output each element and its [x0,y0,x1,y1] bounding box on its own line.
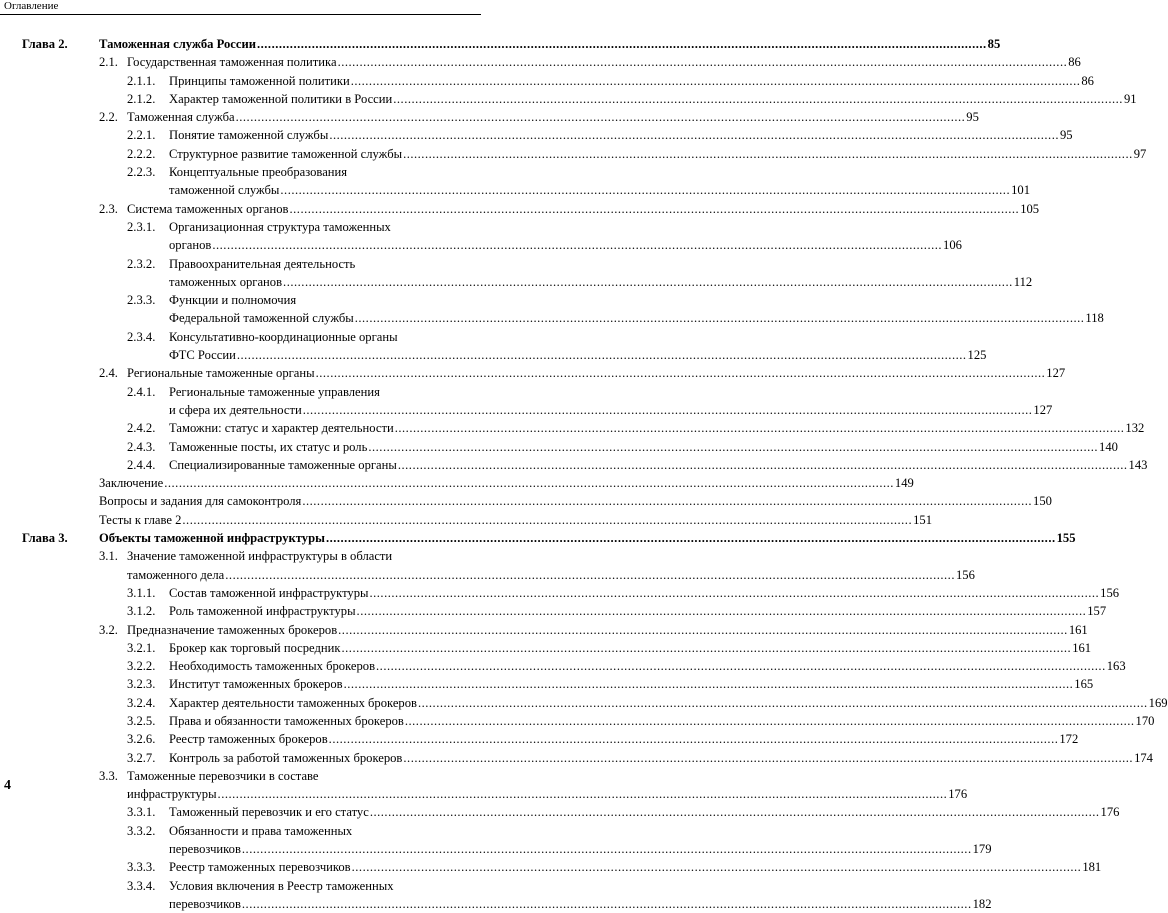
toc-entry-number: Глава 3. [22,531,68,546]
toc-leader-dots: ........................................................................................................................................................................................................ [404,713,1135,728]
toc-page-number: 85 [987,37,1001,51]
toc-entry-title: Структурное развитие таможенной службы [169,146,403,161]
toc-leader-dots: ........................................................................................................................................................................................................ [225,567,955,582]
toc-leader-dots: ........................................................................................................................................................................................................ [397,457,1128,472]
toc-page-number: 112 [1013,274,1033,289]
toc-entry-title: Таможенная служба России [99,37,256,51]
toc-leader-dots: ........................................................................................................................................................................................................ [212,238,943,253]
toc-page-number: 127 [1033,402,1053,417]
toc-entry [0,639,1092,657]
toc-entry-number: 3.2. [99,622,118,637]
toc-leader-dots: ........................................................................................................................................................................................................ [182,512,913,527]
toc-leader-dots: ........................................................................................................................................................................................................ [289,201,1020,216]
toc-entry-title: Реестр таможенных перевозчиков [169,860,351,875]
toc-entry-title: Правоохранительная деятельность [169,256,356,271]
toc-entry-number: 3.1.2. [127,604,156,619]
toc-page-number: 170 [1135,713,1155,728]
toc-page-number: 143 [1128,457,1148,472]
toc-leader-dots: ........................................................................................................................................................................................................ [354,311,1085,326]
toc-entry [0,364,1066,382]
toc-entry [0,694,1168,712]
toc-entry-number: 3.3.2. [127,823,156,838]
header-rule [0,14,481,15]
toc-entry-number: 2.2.2. [127,146,156,161]
toc-leader-dots: ........................................................................................................................................................................................................ [235,110,966,125]
toc-entry [0,602,1107,620]
toc-entry-title: Брокер как торговый посредник [169,640,341,655]
toc-entry [0,328,987,365]
toc-leader-dots: ........................................................................................................................................................................................................ [217,787,948,802]
toc-leader-dots: ........................................................................................................................................................................................................ [394,421,1125,436]
toc-entry-title: инфраструктуры [127,787,217,802]
toc-entry-number: 3.1.1. [127,585,156,600]
toc-leader-dots: ........................................................................................................................................................................................................ [302,402,1033,417]
toc-entry-title: Условия включения в Реестр таможенных [169,878,394,893]
toc-entry [0,547,975,584]
toc-entry [0,822,992,859]
toc-leader-dots: ........................................................................................................................................................................................................ [337,55,1068,70]
toc-leader-dots: ........................................................................................................................................................................................................ [256,37,987,51]
toc-page-number: 151 [913,512,932,527]
toc-page-number: 181 [1082,860,1102,875]
toc-entry-title: Обязанности и права таможенных [169,823,353,838]
toc-leader-dots: ........................................................................................................................................................................................................ [403,146,1133,161]
toc-entry-title: Организационная структура таможенных [169,219,391,234]
toc-entry-title: таможенной службы [169,183,280,198]
toc-entry-number: 3.3.1. [127,805,156,820]
toc-entry-number: 3.2.1. [127,640,156,655]
toc-entry-number: 2.3. [99,201,118,216]
toc-page-number: 150 [1033,494,1052,509]
toc-entry [0,474,914,492]
toc-entry [0,126,1073,144]
toc-page-number: 161 [1068,622,1088,637]
toc-entry [0,511,932,529]
toc-entry-number: 2.1.2. [127,91,156,106]
toc-leader-dots: ........................................................................................................................................................................................................ [417,695,1148,710]
toc-entry-number: 2.2. [99,110,118,125]
toc-leader-dots: ........................................................................................................................................................................................................ [241,842,972,857]
toc-entry-title: органов [169,238,212,253]
toc-entry-title: Значение таможенной инфраструктуры в области [127,549,393,564]
toc-entry [0,456,1148,474]
toc-page-number: 165 [1074,677,1094,692]
toc-page-number: 179 [972,842,992,857]
toc-entry [0,712,1155,730]
toc-leader-dots: ........................................................................................................................................................................................................ [283,274,1013,289]
toc-page-number: 132 [1125,421,1145,436]
toc-page-number: 95 [1060,128,1073,143]
toc-entry-number: 3.2.7. [127,750,156,765]
toc-entry [0,145,1147,163]
toc-leader-dots: ........................................................................................................................................................................................................ [236,348,967,363]
toc-entry [0,492,1052,510]
toc-entry [0,675,1094,693]
toc-leader-dots: ........................................................................................................................................................................................................ [356,604,1087,619]
toc-entry [0,767,968,804]
toc-entry-title: Заключение [99,476,164,491]
toc-entry [0,657,1126,675]
toc-entry-title: Региональные таможенные управления [169,384,380,399]
toc-entry-title: Система таможенных органов [127,201,289,216]
toc-entry-number: 2.4.4. [127,457,156,472]
toc-entry [0,163,1030,200]
table-of-contents [0,35,1168,913]
toc-entry-number: 2.2.3. [127,165,156,180]
toc-entry-title: Права и обязанности таможенных брокеров [169,713,404,728]
toc-entry [0,730,1079,748]
toc-page-number: 155 [1056,531,1076,546]
toc-entry-number: 2.4. [99,366,118,381]
toc-leader-dots: ........................................................................................................................................................................................................ [280,183,1011,198]
toc-leader-dots: ........................................................................................................................................................................................................ [338,622,1068,637]
toc-entry [0,621,1088,639]
toc-page-number: 127 [1046,366,1066,381]
toc-entry-title: Государственная таможенная политика [127,55,337,70]
toc-entry-number: 2.4.1. [127,384,156,399]
toc-page-number: 125 [967,348,987,363]
toc-page-number: 161 [1072,640,1092,655]
toc-page-number: 106 [943,238,962,253]
toc-page-number: 86 [1081,73,1094,88]
toc-entry-number: 2.1.1. [127,73,156,88]
toc-entry-title: перевозчиков [169,842,241,857]
toc-entry-title: Роль таможенной инфраструктуры [169,604,356,619]
toc-entry [0,108,979,126]
toc-entry-number: 2.3.2. [127,256,156,271]
toc-entry-title: и сфера их деятельности [169,402,302,417]
toc-entry-number: 2.4.3. [127,439,156,454]
toc-leader-dots: ........................................................................................................................................................................................................ [350,73,1081,88]
toc-page-number: 86 [1068,55,1081,70]
toc-entry-title: Таможенный перевозчик и его статус [169,805,369,820]
toc-entry-number: 3.3. [99,768,118,783]
toc-entry [0,584,1120,602]
toc-page-number: 157 [1087,604,1107,619]
toc-entry-number: 3.2.5. [127,713,156,728]
toc-leader-dots: ........................................................................................................................................................................................................ [164,476,894,491]
toc-page-number: 174 [1134,750,1153,765]
toc-entry [0,218,962,255]
toc-entry [0,419,1145,437]
toc-entry-title: Таможни: статус и характер деятельности [169,421,394,436]
page-number: 4 [4,778,11,793]
toc-entry-number: 2.3.4. [127,329,156,344]
toc-entry-title: Понятие таможенной службы [169,128,329,143]
toc-entry-number: 2.3.3. [127,293,156,308]
toc-page-number: 182 [972,896,992,911]
toc-entry-number: 3.1. [99,549,118,564]
running-title: Оглавление [4,0,59,12]
toc-page-number: 172 [1059,732,1079,747]
toc-entry-title: Таможенные перевозчики в составе [127,768,319,783]
toc-entry-number: 2.4.2. [127,421,156,436]
toc-entry-title: Таможенная служба [127,110,235,125]
toc-leader-dots: ........................................................................................................................................................................................................ [393,91,1123,106]
toc-page-number: 163 [1106,659,1126,674]
toc-leader-dots: ........................................................................................................................................................................................................ [369,805,1100,820]
toc-entry-title: перевозчиков [169,896,241,911]
toc-page-number: 91 [1123,91,1137,106]
toc-entry-title: Тесты к главе 2 [99,512,182,527]
toc-leader-dots: ........................................................................................................................................................................................................ [241,896,972,911]
toc-page-number: 140 [1099,439,1118,454]
toc-entry [0,803,1120,821]
toc-page-number: 105 [1020,201,1040,216]
toc-entry-title: Федеральной таможенной службы [169,311,354,326]
toc-entry [0,383,1053,420]
toc-leader-dots: ........................................................................................................................................................................................................ [376,659,1106,674]
toc-page-number: 149 [894,476,914,491]
toc-entry-number: 3.3.4. [127,878,156,893]
toc-entry [0,749,1153,767]
toc-leader-dots: ........................................................................................................................................................................................................ [351,860,1082,875]
toc-page-number: 118 [1085,311,1104,326]
toc-entry [0,200,1040,218]
toc-page-number: 176 [948,787,968,802]
toc-entry-number: 2.3.1. [127,219,156,234]
toc-page-number: 95 [966,110,979,125]
toc-entry-number: 3.2.3. [127,677,156,692]
toc-entry-title: таможенного дела [127,567,225,582]
toc-leader-dots: ........................................................................................................................................................................................................ [328,732,1059,747]
toc-leader-dots: ........................................................................................................................................................................................................ [369,585,1100,600]
toc-entry-title: Специализированные таможенные органы [169,457,397,472]
toc-entry [0,90,1137,108]
toc-entry-title: Институт таможенных брокеров [169,677,343,692]
toc-entry-title: Вопросы и задания для самоконтроля [99,494,302,509]
toc-page-number: 176 [1100,805,1120,820]
toc-entry-title: Состав таможенной инфраструктуры [169,585,369,600]
toc-leader-dots: ........................................................................................................................................................................................................ [302,494,1033,509]
toc-entry [0,72,1094,90]
toc-page-number: 97 [1133,146,1147,161]
toc-entry [0,255,1033,292]
toc-entry-title: Таможенные посты, их статус и роль [169,439,368,454]
toc-entry [0,877,992,913]
toc-entry [0,438,1118,456]
toc-entry-title: таможенных органов [169,274,283,289]
toc-page-number: 156 [1100,585,1120,600]
toc-entry-number: 3.3.3. [127,860,156,875]
toc-entry-number: Глава 2. [22,37,68,51]
toc-entry [0,35,1001,53]
toc-leader-dots: ........................................................................................................................................................................................................ [341,640,1072,655]
toc-entry-number: 3.2.6. [127,732,156,747]
toc-entry-title: Контроль за работой таможенных брокеров [169,750,403,765]
toc-page-number: 169 [1148,695,1168,710]
toc-entry-number: 2.2.1. [127,128,156,143]
toc-entry-number: 3.2.2. [127,659,156,674]
toc-leader-dots: ........................................................................................................................................................................................................ [315,366,1046,381]
toc-leader-dots: ........................................................................................................................................................................................................ [343,677,1074,692]
toc-leader-dots: ........................................................................................................................................................................................................ [329,128,1059,143]
toc-entry [0,858,1102,876]
toc-entry [0,53,1081,71]
toc-entry-title: Реестр таможенных брокеров [169,732,328,747]
toc-entry-title: Региональные таможенные органы [127,366,315,381]
toc-entry-title: Характер деятельности таможенных брокеров [169,695,417,710]
toc-entry-title: Консультативно-координационные органы [169,329,398,344]
toc-leader-dots: ........................................................................................................................................................................................................ [403,750,1134,765]
toc-page-number: 101 [1011,183,1030,198]
toc-page-number: 156 [955,567,975,582]
toc-entry [0,529,1076,547]
toc-entry-title: ФТС России [169,348,236,363]
toc-entry-title: Характер таможенной политики в России [169,91,393,106]
toc-entry [0,291,1104,328]
toc-entry-title: Предназначение таможенных брокеров [127,622,338,637]
toc-leader-dots: ........................................................................................................................................................................................................ [325,531,1056,546]
toc-entry-number: 2.1. [99,55,118,70]
toc-entry-title: Необходимость таможенных брокеров [169,659,376,674]
toc-entry-number: 3.2.4. [127,695,156,710]
toc-entry-title: Концептуальные преобразования [169,165,348,180]
toc-entry-title: Функции и полномочия [169,293,297,308]
toc-leader-dots: ........................................................................................................................................................................................................ [368,439,1099,454]
toc-entry-title: Объекты таможенной инфраструктуры [99,531,325,546]
toc-entry-title: Принципы таможенной политики [169,73,350,88]
